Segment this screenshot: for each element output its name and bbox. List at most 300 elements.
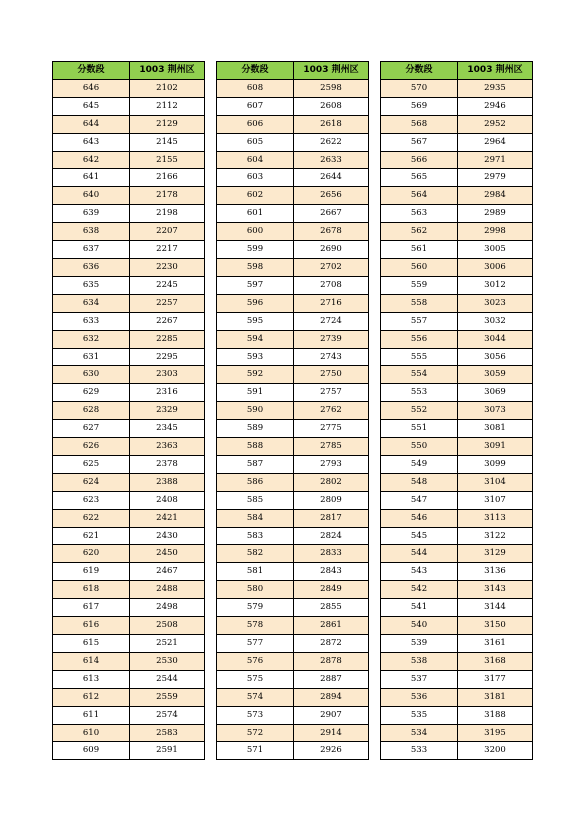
- count-cell: 2363: [130, 438, 205, 456]
- count-cell: 3107: [458, 491, 533, 509]
- table-row: [217, 545, 369, 563]
- score-cell: 631: [53, 348, 130, 366]
- count-cell: 2129: [130, 115, 205, 133]
- score-cell: 555: [381, 348, 458, 366]
- table-row: [53, 420, 205, 438]
- table-row: [53, 151, 205, 169]
- table-row: [217, 402, 369, 420]
- table-row: [381, 563, 533, 581]
- score-cell: 586: [217, 473, 294, 491]
- table-row: [53, 348, 205, 366]
- count-cell: 2724: [294, 312, 369, 330]
- score-cell: 541: [381, 599, 458, 617]
- count-cell: 2656: [294, 187, 369, 205]
- score-cell: 646: [53, 79, 130, 97]
- table-row: [217, 724, 369, 742]
- table-row: [381, 79, 533, 97]
- score-cell: 553: [381, 384, 458, 402]
- table-row: [381, 276, 533, 294]
- score-table-1: [52, 61, 205, 760]
- score-cell: 641: [53, 169, 130, 187]
- table-row: [53, 258, 205, 276]
- score-cell: 599: [217, 241, 294, 259]
- score-cell: 588: [217, 438, 294, 456]
- score-cell: 556: [381, 330, 458, 348]
- count-cell: 2530: [130, 652, 205, 670]
- count-cell: 2450: [130, 545, 205, 563]
- score-cell: 576: [217, 652, 294, 670]
- table-row: [381, 706, 533, 724]
- table-row: [381, 635, 533, 653]
- count-cell: 2145: [130, 133, 205, 151]
- score-cell: 545: [381, 527, 458, 545]
- score-cell: 612: [53, 688, 130, 706]
- count-cell: 2708: [294, 276, 369, 294]
- count-cell: 2521: [130, 635, 205, 653]
- table-row: [381, 724, 533, 742]
- count-cell: 3044: [458, 330, 533, 348]
- score-cell: 583: [217, 527, 294, 545]
- count-cell: 3091: [458, 438, 533, 456]
- score-cell: 552: [381, 402, 458, 420]
- score-cell: 547: [381, 491, 458, 509]
- score-cell: 635: [53, 276, 130, 294]
- table-row: [381, 438, 533, 456]
- count-cell: 2935: [458, 79, 533, 97]
- count-cell: 2793: [294, 455, 369, 473]
- count-cell: 3129: [458, 545, 533, 563]
- table-row: [53, 330, 205, 348]
- count-cell: 2750: [294, 366, 369, 384]
- score-cell: 642: [53, 151, 130, 169]
- score-cell: 609: [53, 742, 130, 760]
- score-cell: 569: [381, 97, 458, 115]
- count-cell: 2887: [294, 670, 369, 688]
- score-cell: 603: [217, 169, 294, 187]
- table-row: [217, 294, 369, 312]
- score-cell: 539: [381, 635, 458, 653]
- score-cell: 629: [53, 384, 130, 402]
- count-cell: 2861: [294, 617, 369, 635]
- count-cell: 2388: [130, 473, 205, 491]
- score-cell: 589: [217, 420, 294, 438]
- count-cell: 2678: [294, 223, 369, 241]
- score-cell: 626: [53, 438, 130, 456]
- count-cell: 2964: [458, 133, 533, 151]
- count-cell: 2544: [130, 670, 205, 688]
- count-cell: 2155: [130, 151, 205, 169]
- score-cell: 566: [381, 151, 458, 169]
- table-row: [217, 491, 369, 509]
- score-cell: 580: [217, 581, 294, 599]
- score-cell: 582: [217, 545, 294, 563]
- count-cell: 3056: [458, 348, 533, 366]
- score-cell: 536: [381, 688, 458, 706]
- count-cell: 2207: [130, 223, 205, 241]
- count-cell: 2849: [294, 581, 369, 599]
- score-cell: 596: [217, 294, 294, 312]
- count-cell: 3200: [458, 742, 533, 760]
- count-cell: 2230: [130, 258, 205, 276]
- table-row: [53, 205, 205, 223]
- count-cell: 2285: [130, 330, 205, 348]
- score-cell: 613: [53, 670, 130, 688]
- score-cell: 557: [381, 312, 458, 330]
- score-cell: 611: [53, 706, 130, 724]
- count-cell: 2430: [130, 527, 205, 545]
- count-cell: 2998: [458, 223, 533, 241]
- score-cell: 579: [217, 599, 294, 617]
- count-cell: 2608: [294, 97, 369, 115]
- count-cell: 2329: [130, 402, 205, 420]
- count-cell: 2716: [294, 294, 369, 312]
- count-cell: 2508: [130, 617, 205, 635]
- count-cell: 2467: [130, 563, 205, 581]
- table-row: [53, 670, 205, 688]
- count-cell: 3073: [458, 402, 533, 420]
- table-header-row: [381, 62, 533, 80]
- table-row: [217, 348, 369, 366]
- score-cell: 574: [217, 688, 294, 706]
- score-cell: 594: [217, 330, 294, 348]
- score-cell: 550: [381, 438, 458, 456]
- count-cell: 2785: [294, 438, 369, 456]
- count-cell: 3143: [458, 581, 533, 599]
- count-cell: 2644: [294, 169, 369, 187]
- score-cell: 645: [53, 97, 130, 115]
- score-cell: 593: [217, 348, 294, 366]
- table-row: [53, 366, 205, 384]
- score-cell: 543: [381, 563, 458, 581]
- table-header-row: [53, 62, 205, 80]
- header-region: 1003 荆州区: [294, 62, 369, 80]
- score-cell: 558: [381, 294, 458, 312]
- count-cell: 2926: [294, 742, 369, 760]
- table-row: [53, 724, 205, 742]
- score-cell: 592: [217, 366, 294, 384]
- table-row: [217, 670, 369, 688]
- count-cell: 3099: [458, 455, 533, 473]
- table-row: [381, 133, 533, 151]
- score-cell: 573: [217, 706, 294, 724]
- table-row: [381, 455, 533, 473]
- score-cell: 624: [53, 473, 130, 491]
- score-cell: 618: [53, 581, 130, 599]
- table-row: [381, 527, 533, 545]
- score-cell: 559: [381, 276, 458, 294]
- count-cell: 2690: [294, 241, 369, 259]
- header-score: 分数段: [53, 62, 130, 80]
- count-cell: 2979: [458, 169, 533, 187]
- table-row: [217, 635, 369, 653]
- score-cell: 633: [53, 312, 130, 330]
- count-cell: 2303: [130, 366, 205, 384]
- score-cell: 602: [217, 187, 294, 205]
- score-cell: 614: [53, 652, 130, 670]
- table-row: [381, 294, 533, 312]
- count-cell: 3195: [458, 724, 533, 742]
- score-cell: 606: [217, 115, 294, 133]
- table-row: [217, 527, 369, 545]
- table-row: [53, 312, 205, 330]
- table-row: [53, 169, 205, 187]
- count-cell: 2245: [130, 276, 205, 294]
- table-row: [217, 473, 369, 491]
- table-row: [217, 169, 369, 187]
- score-cell: 542: [381, 581, 458, 599]
- score-cell: 638: [53, 223, 130, 241]
- count-cell: 3012: [458, 276, 533, 294]
- count-cell: 2872: [294, 635, 369, 653]
- header-region: 1003 荆州区: [458, 62, 533, 80]
- score-cell: 604: [217, 151, 294, 169]
- count-cell: 2574: [130, 706, 205, 724]
- table-row: [381, 491, 533, 509]
- score-cell: 607: [217, 97, 294, 115]
- table-row: [217, 384, 369, 402]
- count-cell: 2702: [294, 258, 369, 276]
- table-row: [53, 115, 205, 133]
- table-row: [53, 635, 205, 653]
- count-cell: 2809: [294, 491, 369, 509]
- score-cell: 632: [53, 330, 130, 348]
- score-cell: 623: [53, 491, 130, 509]
- count-cell: 2622: [294, 133, 369, 151]
- score-cell: 615: [53, 635, 130, 653]
- table-row: [53, 294, 205, 312]
- table-row: [53, 491, 205, 509]
- score-cell: 535: [381, 706, 458, 724]
- count-cell: 2914: [294, 724, 369, 742]
- score-cell: 567: [381, 133, 458, 151]
- table-row: [53, 97, 205, 115]
- score-cell: 597: [217, 276, 294, 294]
- table-row: [381, 187, 533, 205]
- table-row: [217, 330, 369, 348]
- score-cell: 581: [217, 563, 294, 581]
- table-row: [53, 527, 205, 545]
- table-row: [381, 115, 533, 133]
- count-cell: 3136: [458, 563, 533, 581]
- table-row: [381, 223, 533, 241]
- score-table-3: [380, 61, 533, 760]
- table-row: [217, 742, 369, 760]
- table-row: [381, 384, 533, 402]
- score-cell: 546: [381, 509, 458, 527]
- count-cell: 2824: [294, 527, 369, 545]
- count-cell: 2591: [130, 742, 205, 760]
- table-row: [53, 652, 205, 670]
- count-cell: 3081: [458, 420, 533, 438]
- table-row: [217, 455, 369, 473]
- table-row: [53, 545, 205, 563]
- count-cell: 3032: [458, 312, 533, 330]
- score-cell: 621: [53, 527, 130, 545]
- table-row: [381, 366, 533, 384]
- score-cell: 601: [217, 205, 294, 223]
- score-cell: 551: [381, 420, 458, 438]
- count-cell: 2833: [294, 545, 369, 563]
- count-cell: 2743: [294, 348, 369, 366]
- score-cell: 590: [217, 402, 294, 420]
- count-cell: 3181: [458, 688, 533, 706]
- score-cell: 537: [381, 670, 458, 688]
- score-cell: 619: [53, 563, 130, 581]
- score-cell: 564: [381, 187, 458, 205]
- count-cell: 2946: [458, 97, 533, 115]
- table-row: [53, 742, 205, 760]
- count-cell: 3069: [458, 384, 533, 402]
- count-cell: 2559: [130, 688, 205, 706]
- count-cell: 2421: [130, 509, 205, 527]
- count-cell: 2907: [294, 706, 369, 724]
- table-row: [381, 420, 533, 438]
- count-cell: 2316: [130, 384, 205, 402]
- table-row: [217, 79, 369, 97]
- table-row: [53, 617, 205, 635]
- score-cell: 571: [217, 742, 294, 760]
- table-row: [217, 688, 369, 706]
- score-cell: 639: [53, 205, 130, 223]
- count-cell: 2878: [294, 652, 369, 670]
- table-row: [217, 312, 369, 330]
- score-cell: 533: [381, 742, 458, 760]
- count-cell: 3006: [458, 258, 533, 276]
- score-cell: 562: [381, 223, 458, 241]
- table-row: [217, 151, 369, 169]
- table-row: [217, 617, 369, 635]
- count-cell: 3168: [458, 652, 533, 670]
- score-cell: 608: [217, 79, 294, 97]
- score-table-2: [216, 61, 369, 760]
- score-cell: 622: [53, 509, 130, 527]
- count-cell: 3113: [458, 509, 533, 527]
- score-cell: 540: [381, 617, 458, 635]
- count-cell: 2166: [130, 169, 205, 187]
- table-row: [381, 312, 533, 330]
- table-row: [217, 581, 369, 599]
- table-row: [217, 241, 369, 259]
- table-row: [217, 133, 369, 151]
- count-cell: 2843: [294, 563, 369, 581]
- count-cell: 2802: [294, 473, 369, 491]
- score-cell: 554: [381, 366, 458, 384]
- table-row: [381, 402, 533, 420]
- count-cell: 3150: [458, 617, 533, 635]
- score-cell: 595: [217, 312, 294, 330]
- count-cell: 3023: [458, 294, 533, 312]
- table-row: [53, 276, 205, 294]
- table-row: [381, 97, 533, 115]
- table-row: [53, 133, 205, 151]
- count-cell: 2295: [130, 348, 205, 366]
- table-row: [217, 276, 369, 294]
- table-row: [53, 563, 205, 581]
- score-cell: 560: [381, 258, 458, 276]
- table-row: [53, 473, 205, 491]
- count-cell: 2257: [130, 294, 205, 312]
- table-row: [217, 97, 369, 115]
- count-cell: 2855: [294, 599, 369, 617]
- count-cell: 3104: [458, 473, 533, 491]
- table-row: [53, 223, 205, 241]
- count-cell: 3177: [458, 670, 533, 688]
- count-cell: 2757: [294, 384, 369, 402]
- score-cell: 600: [217, 223, 294, 241]
- table-row: [53, 455, 205, 473]
- score-cell: 584: [217, 509, 294, 527]
- table-row: [381, 509, 533, 527]
- table-row: [217, 258, 369, 276]
- table-row: [53, 79, 205, 97]
- score-cell: 591: [217, 384, 294, 402]
- score-cell: 634: [53, 294, 130, 312]
- count-cell: 2633: [294, 151, 369, 169]
- table-row: [217, 509, 369, 527]
- table-row: [53, 509, 205, 527]
- table-row: [217, 223, 369, 241]
- score-cell: 628: [53, 402, 130, 420]
- count-cell: 2198: [130, 205, 205, 223]
- score-cell: 644: [53, 115, 130, 133]
- table-row: [53, 581, 205, 599]
- table-row: [217, 563, 369, 581]
- score-cell: 585: [217, 491, 294, 509]
- count-cell: 2739: [294, 330, 369, 348]
- count-cell: 3122: [458, 527, 533, 545]
- table-row: [381, 545, 533, 563]
- score-cell: 643: [53, 133, 130, 151]
- score-cell: 561: [381, 241, 458, 259]
- table-row: [217, 366, 369, 384]
- score-cell: 617: [53, 599, 130, 617]
- count-cell: 2583: [130, 724, 205, 742]
- score-cell: 568: [381, 115, 458, 133]
- score-cell: 587: [217, 455, 294, 473]
- count-cell: 2345: [130, 420, 205, 438]
- count-cell: 2952: [458, 115, 533, 133]
- score-cell: 577: [217, 635, 294, 653]
- score-cell: 575: [217, 670, 294, 688]
- count-cell: 2775: [294, 420, 369, 438]
- table-row: [53, 241, 205, 259]
- count-cell: 2102: [130, 79, 205, 97]
- count-cell: 3188: [458, 706, 533, 724]
- score-cell: 548: [381, 473, 458, 491]
- count-cell: 2488: [130, 581, 205, 599]
- score-cell: 636: [53, 258, 130, 276]
- table-row: [381, 151, 533, 169]
- table-row: [381, 348, 533, 366]
- table-row: [381, 241, 533, 259]
- score-cell: 598: [217, 258, 294, 276]
- table-row: [53, 187, 205, 205]
- score-cell: 538: [381, 652, 458, 670]
- score-cell: 630: [53, 366, 130, 384]
- count-cell: 2894: [294, 688, 369, 706]
- table-row: [53, 688, 205, 706]
- count-cell: 2618: [294, 115, 369, 133]
- score-cell: 627: [53, 420, 130, 438]
- score-cell: 610: [53, 724, 130, 742]
- score-cell: 625: [53, 455, 130, 473]
- count-cell: 2971: [458, 151, 533, 169]
- count-cell: 2498: [130, 599, 205, 617]
- table-row: [381, 258, 533, 276]
- count-cell: 2984: [458, 187, 533, 205]
- table-row: [381, 330, 533, 348]
- score-cell: 605: [217, 133, 294, 151]
